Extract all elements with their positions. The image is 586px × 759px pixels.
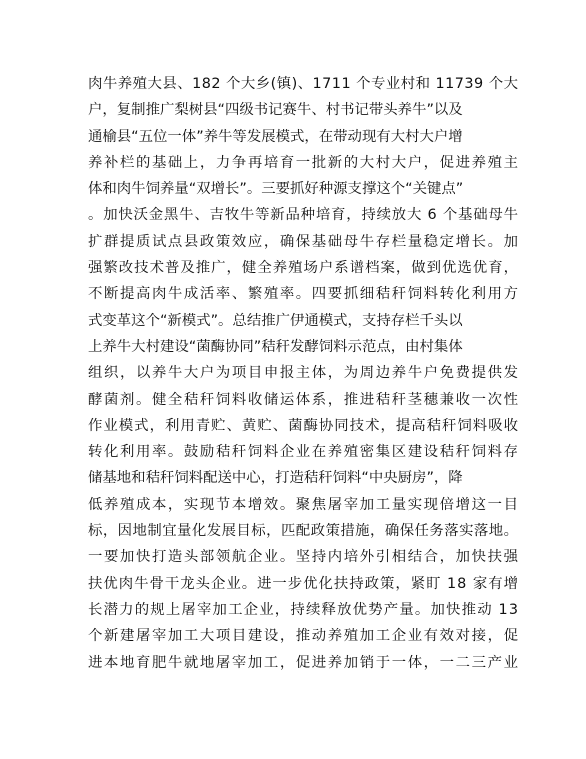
text-line: 酵菌剂。健全秸秆饲料收储运体系，推进秸秆茎穗兼收一次性 [88, 391, 520, 408]
text-line: 储基地和秸秆饲料配送中心，打造秸秆饲料“中央厨房”，降 [88, 470, 463, 487]
text-line: 户，复制推广梨树县“四级书记赛牛、村书记带头养牛”以及 [88, 102, 463, 119]
text-line: 体和肉牛饲养量“双增长”。三要抓好种源支撑这个“关键点” [88, 181, 464, 198]
text-line: 标，因地制宜量化发展目标，匹配政策措施，确保任务落实落地。 [88, 523, 519, 540]
text-line: 个新建屠宰加工大项目建设，推动养殖加工企业有效对接，促 [88, 628, 520, 645]
text-line: 通榆县“五位一体”养牛等发展模式，在带动现有大村大户增 [88, 128, 463, 145]
text-line: 扩群提质试点县政策效应，确保基础母牛存栏量稳定增长。加 [88, 233, 520, 250]
text-line: 。加快沃金黑牛、吉牧牛等新品种培育，持续放大 6 个基础母牛 [88, 207, 519, 224]
text-line: 组织，以养牛大户为项目申报主体，为周边养牛户免费提供发 [88, 365, 520, 382]
text-line: 低养殖成本，实现节本增效。聚焦屠宰加工量实现倍增这一目 [88, 496, 520, 513]
text-line: 养补栏的基础上，力争再培育一批新的大村大户，促进养殖主 [88, 154, 520, 171]
text-line: 扶优肉牛骨干龙头企业。进一步优化扶持政策，紧盯 18 家有增 [88, 575, 519, 592]
body-text [88, 71, 518, 676]
text-line: 一要加快打造头部领航企业。坚持内培外引相结合，加快扶强 [88, 549, 520, 566]
text-line: 作业模式，利用青贮、黄贮、菌酶协同技术，提高秸秆饲料吸收 [88, 417, 519, 434]
text-line: 上养牛大村建设“菌酶协同”秸秆发酵饲料示范点，由村集体 [88, 338, 463, 355]
text-line: 长潜力的规上屠宰加工企业，持续释放优势产量。加快推动 13 [88, 601, 520, 618]
text-line: 肉牛养殖大县、182 个大乡(镇)、1711 个专业村和 11739 个大 [88, 76, 519, 92]
text-line: 转化利用率。鼓励秸秆饲料企业在养殖密集区建设秸秆饲料存 [88, 444, 520, 461]
text-line: 式变革这个“新模式”。总结推广伊通模式，支持存栏千头以 [88, 312, 463, 329]
text-line: 进本地育肥牛就地屠宰加工，促进养加销于一体，一二三产业 [88, 654, 520, 671]
text-line: 强繁改技术普及推广，健全养殖场户系谱档案，做到优选优育， [88, 260, 519, 277]
text-line: 不断提高肉牛成活率、繁殖率。四要抓细秸秆饲料转化利用方 [88, 286, 520, 303]
